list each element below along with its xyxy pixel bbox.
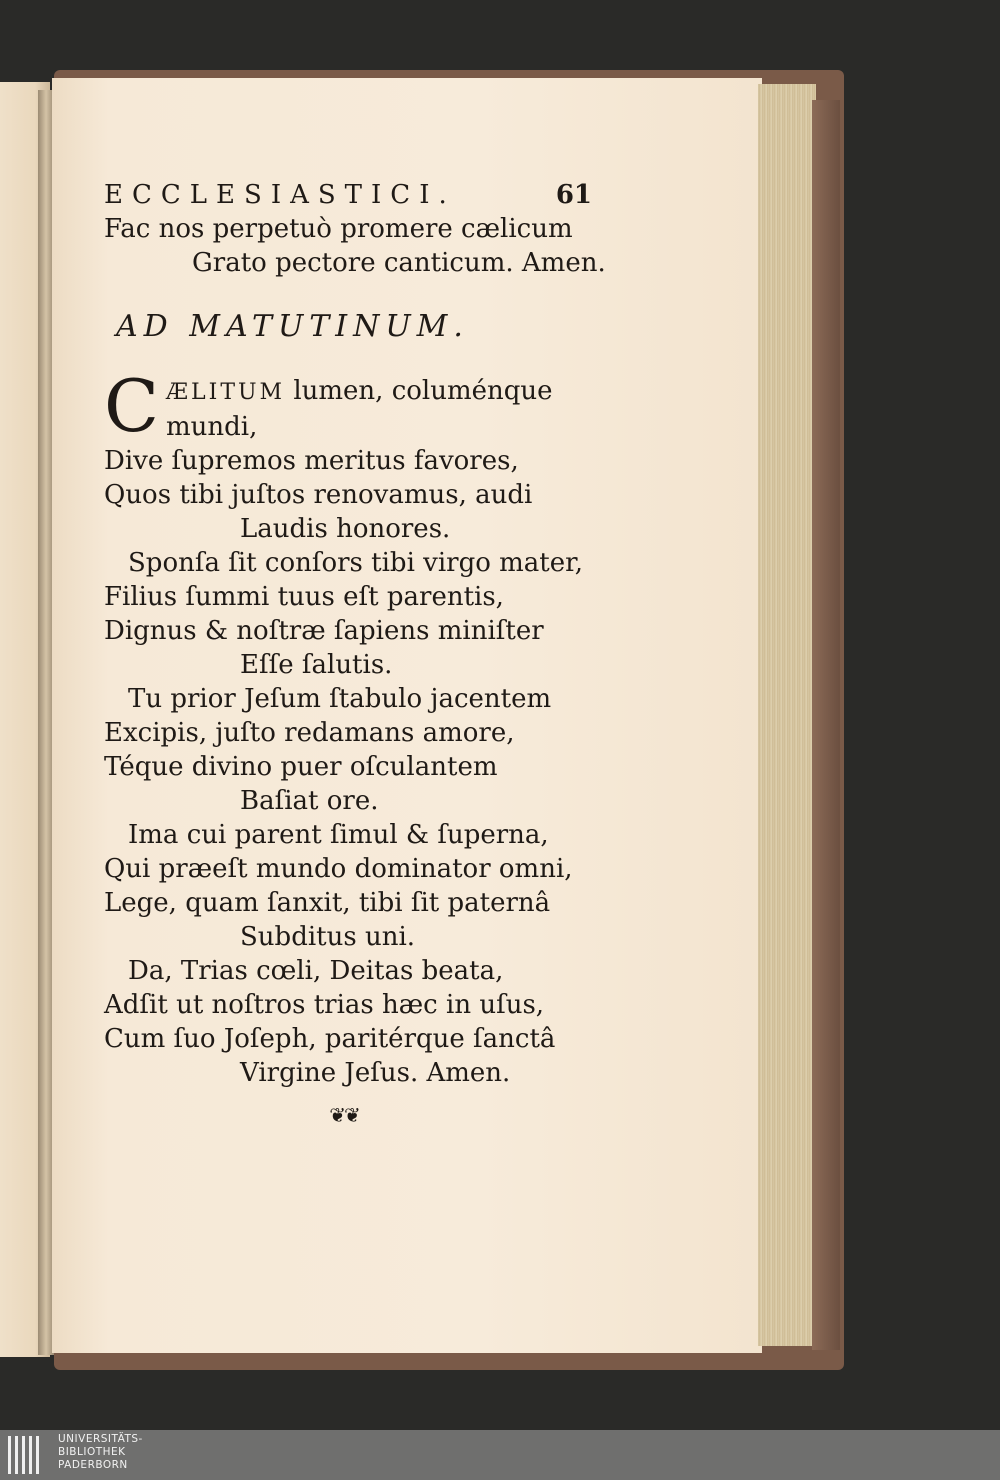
verse-line: Quos tibi juſtos renovamus, audi (104, 480, 533, 510)
verse-line: Filius ſummi tuus eſt parentis, (104, 582, 504, 612)
cover-edge (812, 100, 840, 1350)
university-library-logo-icon (6, 1436, 44, 1474)
verse-line: Eſſe ſalutis. (240, 650, 393, 680)
verse-line: Qui præeſt mundo dominator omni, (104, 854, 573, 884)
verse-line: Dive ſupremos meritus favores, (104, 446, 519, 476)
closing-ornament-icon: ❦❦ (329, 1103, 359, 1127)
continuation-line-1: Fac nos perpetuò promere cælicum (104, 214, 573, 244)
running-header (104, 178, 592, 212)
section-title: AD MATUTINUM. (116, 309, 469, 344)
verse-line: Excipis, juſto redamans amore, (104, 718, 515, 748)
page-edges (758, 84, 816, 1346)
first-line-text: lumen, columénque (293, 376, 553, 406)
verse-line: Virgine Jeſus. Amen. (240, 1058, 511, 1088)
first-word: ÆLITUM (166, 380, 286, 405)
verse-line: Téque divino puer oſculantem (104, 752, 498, 782)
verse-line: mundi, (166, 412, 258, 442)
verse-line: Sponſa ſit conſors tibi virgo mater, (128, 548, 583, 578)
verse-line: Adſit ut noſtros trias hæc in uſus, (104, 990, 545, 1020)
opening-verse (104, 364, 604, 448)
verse-line: Ima cui parent ſimul & ſuperna, (128, 820, 549, 850)
verse-line: Laudis honores. (240, 514, 451, 544)
library-name: UNIVERSITÄTS- BIBLIOTHEK PADERBORN (58, 1433, 143, 1471)
verse-line: Cum ſuo Joſeph, paritérque ſanctâ (104, 1024, 556, 1054)
running-title: ECCLESIASTICI. (104, 180, 456, 210)
verse-line: Baſiat ore. (240, 786, 379, 816)
verse-line: Subditus uni. (240, 922, 416, 952)
verse-line: Dignus & noſtræ ſapiens miniſter (104, 616, 544, 646)
library-footer (0, 1430, 1000, 1480)
verse-line: Tu prior Jeſum ſtabulo jacentem (128, 684, 552, 714)
verse-line: Lege, quam ſanxit, tibi ſit paternâ (104, 888, 551, 918)
page-text (104, 178, 604, 1132)
continuation-line-2: Grato pectore canticum. Amen. (192, 248, 606, 278)
page-number: 61 (555, 180, 592, 210)
drop-cap: C (104, 364, 160, 448)
verse-line: Da, Trias cœli, Deitas beata, (128, 956, 504, 986)
